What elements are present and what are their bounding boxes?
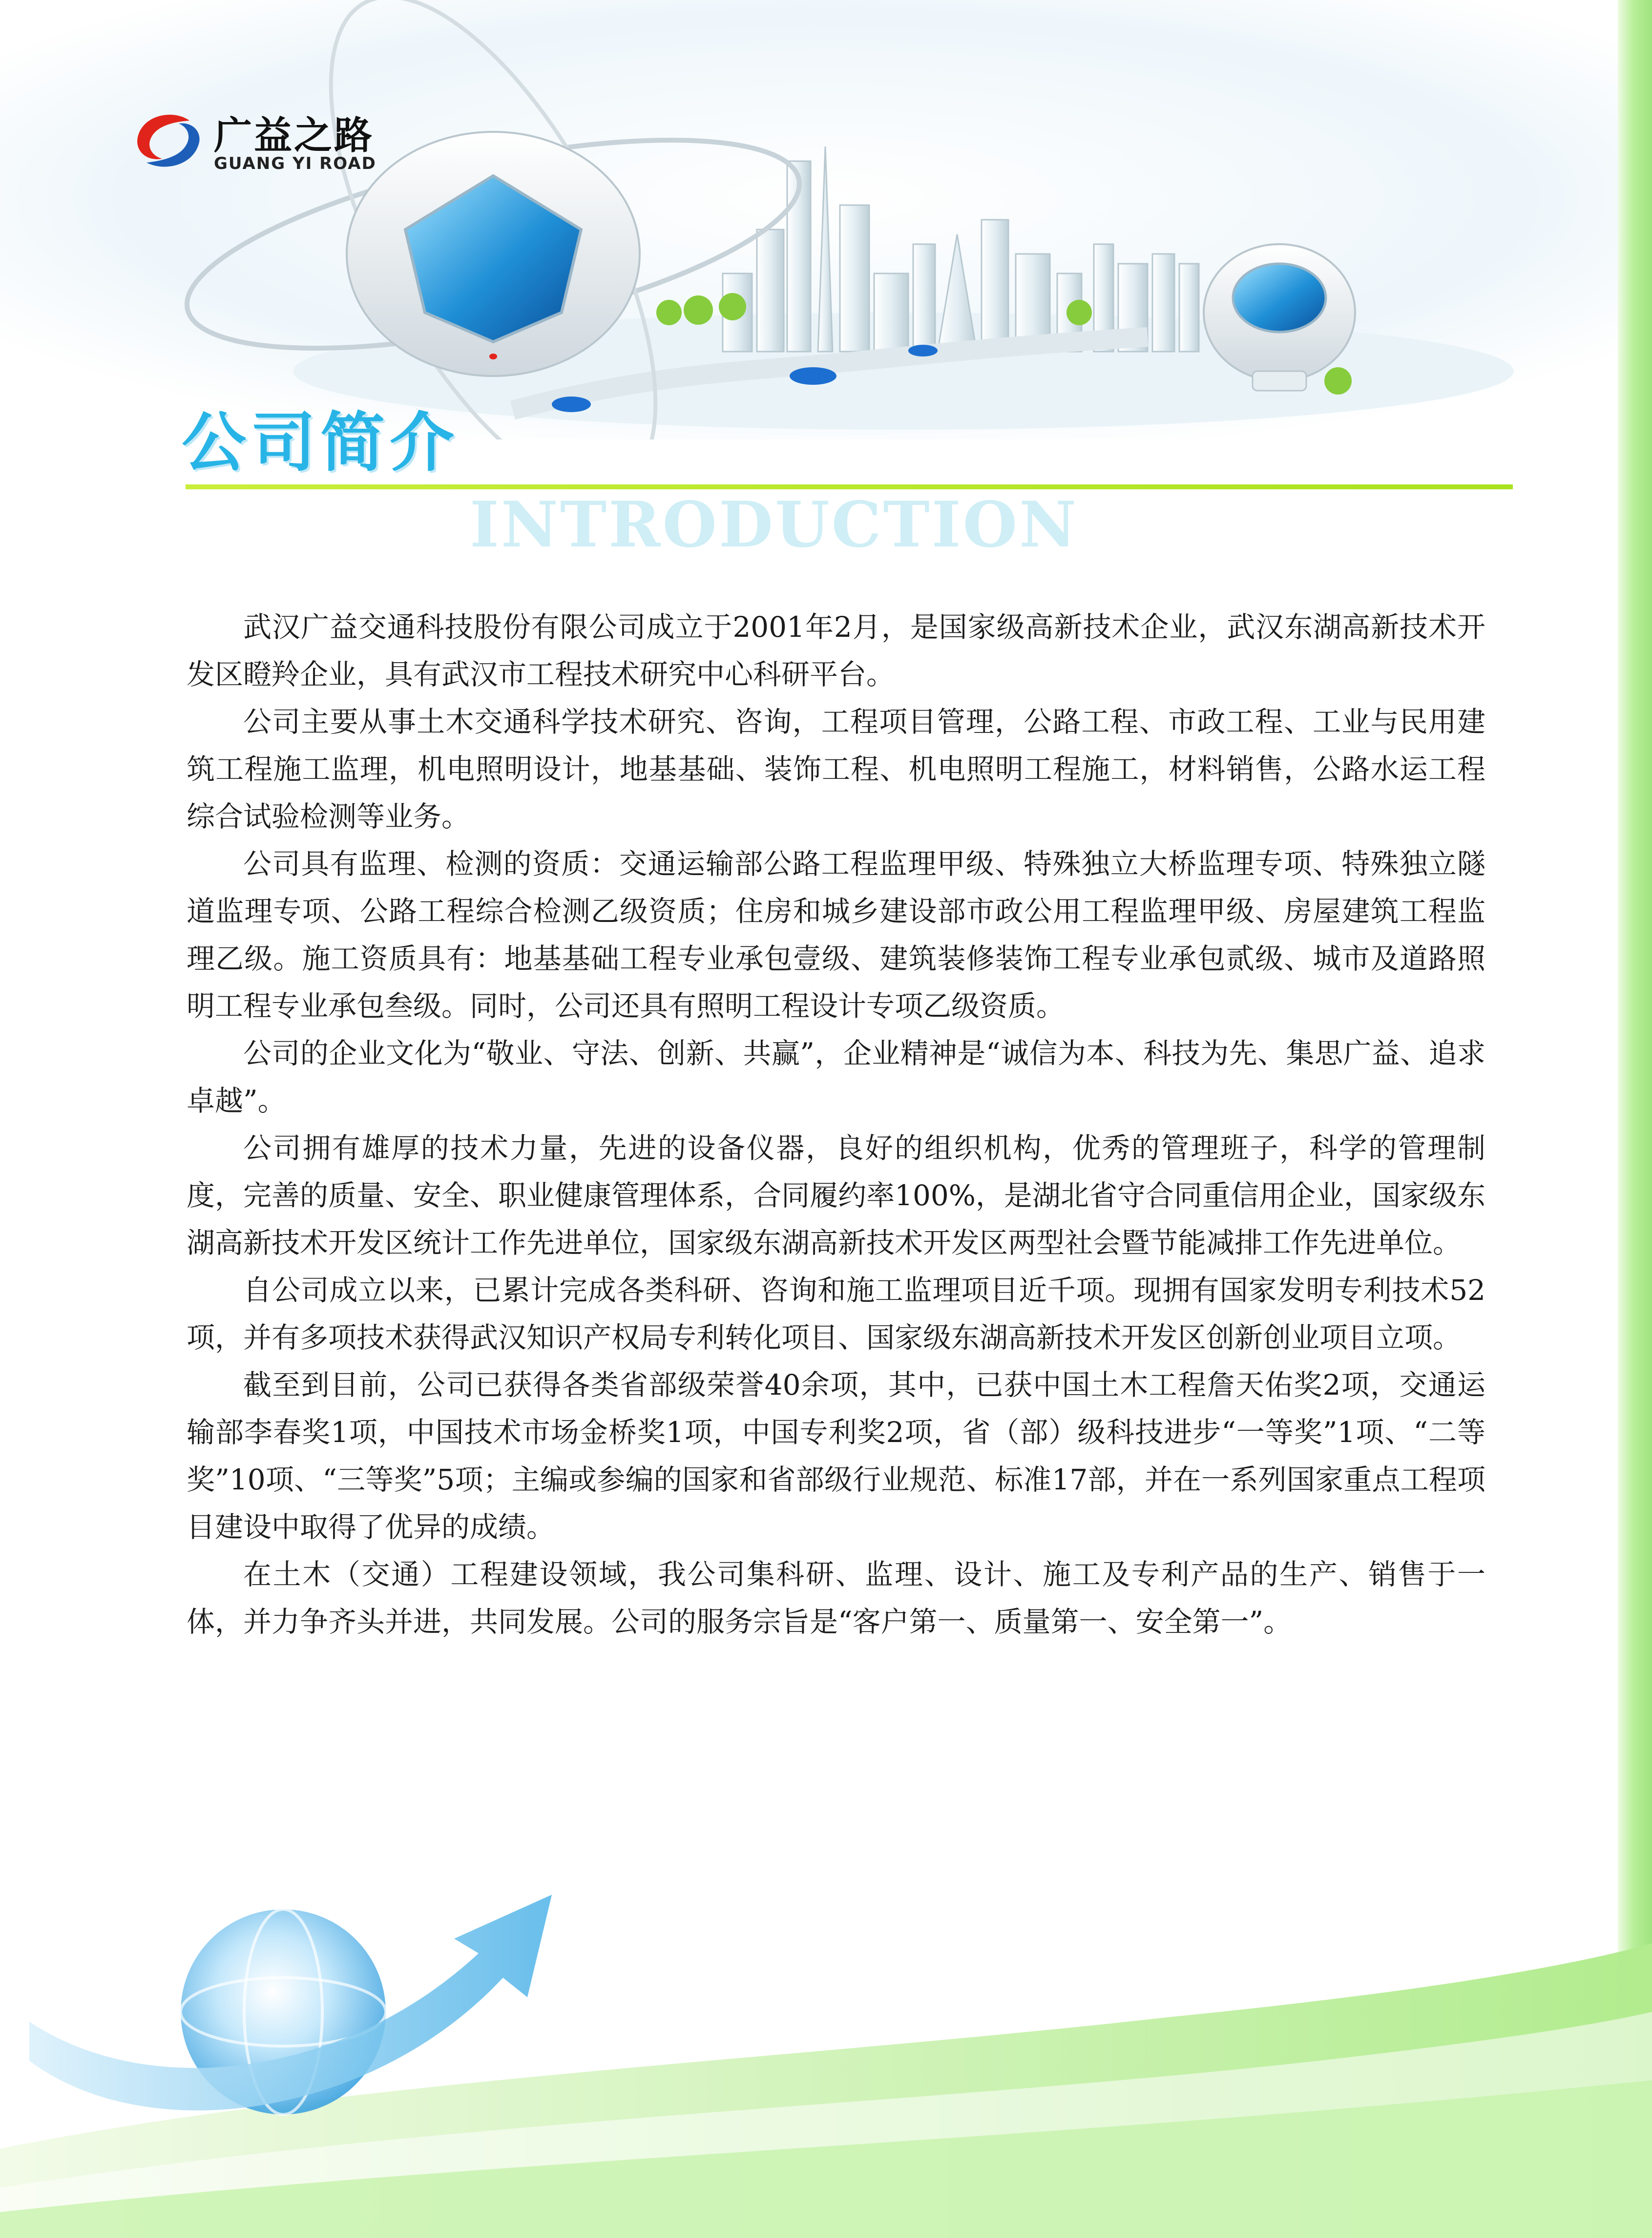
logo-swoosh-icon bbox=[132, 112, 205, 170]
section-title-en: INTRODUCTION bbox=[470, 488, 1079, 562]
header-illustration bbox=[0, 0, 1652, 439]
footer-illustration bbox=[0, 1807, 1652, 2238]
paragraph: 公司的企业文化为“敬业、守法、创新、共赢”，企业精神是“诚信为本、科技为先、集思广益、追求卓越”。 bbox=[187, 1037, 1485, 1117]
brand-name-en: GUANG YI ROAD bbox=[214, 154, 376, 173]
introduction-body bbox=[187, 604, 1485, 1646]
brand-logo bbox=[132, 105, 405, 178]
paragraph: 在土木（交通）工程建设领域，我公司集科研、监理、设计、施工及专利产品的生产、销售于一体，并力争齐头并进，共同发展。公司的服务宗旨是“客户第一、质量第一、安全第一”。 bbox=[187, 1558, 1485, 1638]
paragraph: 公司具有监理、检测的资质：交通运输部公路工程监理甲级、特殊独立大桥监理专项、特殊独立隧道监理专项、公路工程综合检测乙级资质；住房和城乡建设部市政公用工程监理甲级、房屋建筑工程监理乙级。施工资质具有：地基基础工程专业承包壹级、建筑装修装饰工程专业承包贰级、城市及道路照明工程专业承包叁级。同时，公司还具有照明工程设计专项乙级资质。 bbox=[187, 847, 1485, 1023]
paragraph: 武汉广益交通科技股份有限公司成立于2001年2月，是国家级高新技术企业，武汉东湖高新技术开发区瞪羚企业，具有武汉市工程技术研究中心科研平台。 bbox=[187, 610, 1485, 691]
paragraph: 公司主要从事土木交通科学技术研究、咨询，工程项目管理，公路工程、市政工程、工业与民用建筑工程施工监理，机电照明设计，地基基础、装饰工程、机电照明工程施工，材料销售，公路水运工程综合试验检测等业务。 bbox=[187, 705, 1485, 833]
brand-name-cn: 广益之路 bbox=[214, 114, 375, 158]
paragraph: 公司拥有雄厚的技术力量，先进的设备仪器，良好的组织机构，优秀的管理班子，科学的管理制度，完善的质量、安全、职业健康管理体系，合同履约率100%，是湖北省守合同重信用企业，国家级东湖高新技术开发区统计工作先进单位，国家级东湖高新技术开发区两型社会暨节能减排工作先进单位。 bbox=[187, 1131, 1485, 1259]
paragraph: 截至到目前，公司已获得各类省部级荣誉40余项，其中，已获中国土木工程詹天佑奖2项，交通运输部李春奖1项，中国技术市场金桥奖1项，中国专利奖2项，省（部）级科技进步“一等奖”1项、“二等奖”10项、“三等奖”5项；主编或参编的国家和省部级行业规范、标准17部，并在一系列国家重点工程项目建设中取得了优异的成绩。 bbox=[187, 1368, 1485, 1544]
paragraph: 自公司成立以来，已累计完成各类科研、咨询和施工监理项目近千项。现拥有国家发明专利技术52项，并有多项技术获得武汉知识产权局专利转化项目、国家级东湖高新技术开发区创新创业项目立项。 bbox=[187, 1274, 1485, 1354]
section-title-cn: 公司简介 bbox=[182, 405, 459, 481]
